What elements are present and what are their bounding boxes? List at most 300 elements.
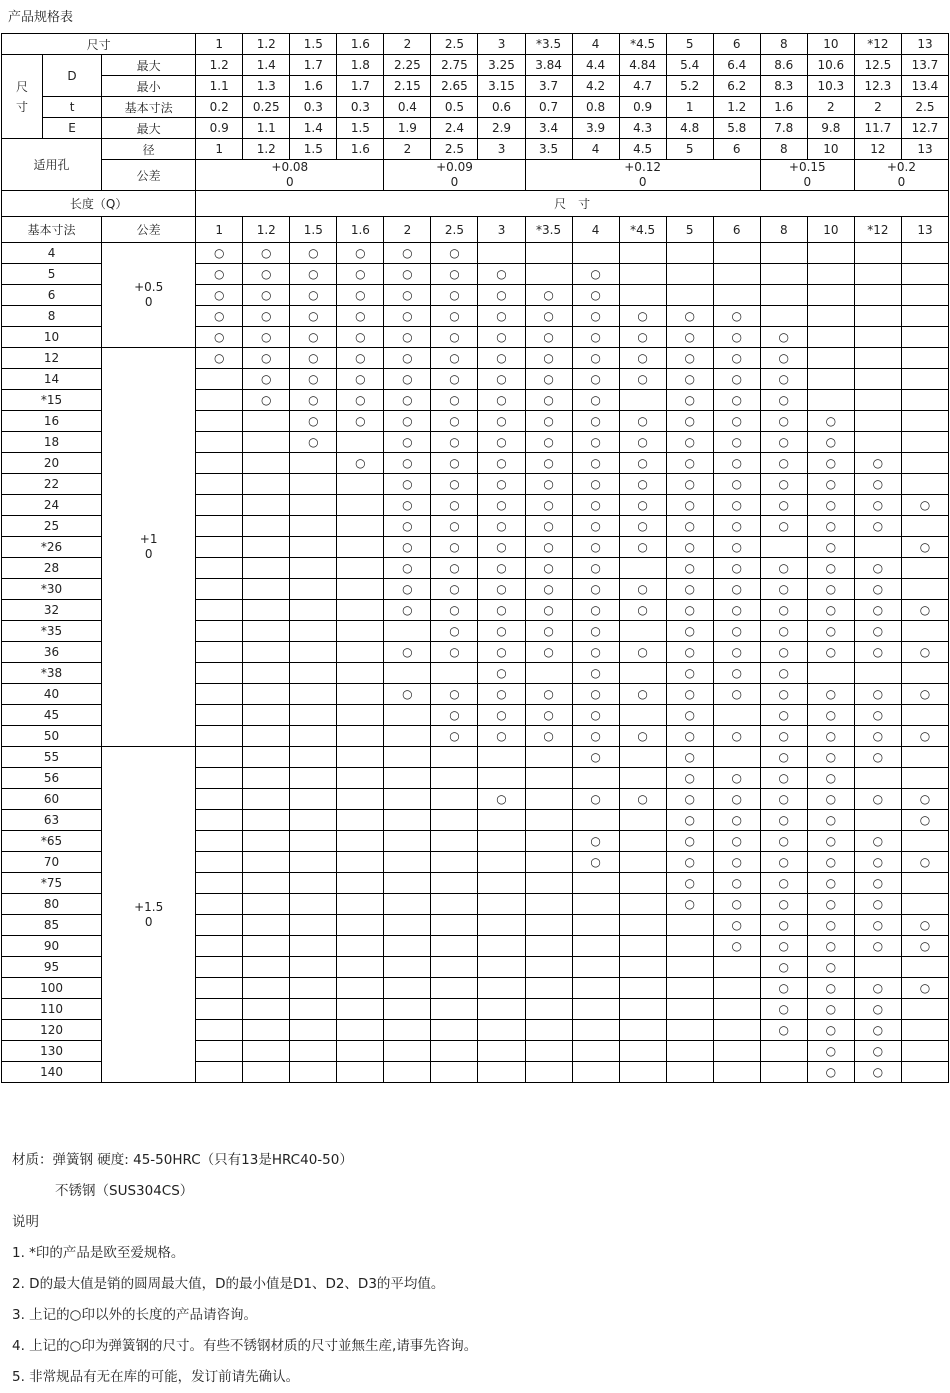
availability-mark: ○ xyxy=(854,453,901,474)
empty-cell xyxy=(901,768,948,789)
empty-cell xyxy=(337,705,384,726)
availability-mark: ○ xyxy=(572,600,619,621)
empty-cell xyxy=(760,306,807,327)
availability-mark: ○ xyxy=(572,495,619,516)
availability-mark: ○ xyxy=(243,285,290,306)
empty-cell xyxy=(290,537,337,558)
base-size-label: 基本寸法 xyxy=(2,217,102,243)
availability-mark: ○ xyxy=(666,642,713,663)
empty-cell xyxy=(619,768,666,789)
empty-cell xyxy=(619,705,666,726)
empty-cell xyxy=(290,852,337,873)
empty-cell xyxy=(243,999,290,1020)
availability-mark: ○ xyxy=(572,663,619,684)
availability-mark: ○ xyxy=(572,432,619,453)
length-value: 80 xyxy=(2,894,102,915)
empty-cell xyxy=(901,1062,948,1083)
availability-mark: ○ xyxy=(290,327,337,348)
availability-mark: ○ xyxy=(666,516,713,537)
hole-diam-cell: 4 xyxy=(572,139,619,160)
availability-mark: ○ xyxy=(290,390,337,411)
empty-cell xyxy=(619,1041,666,1062)
size-header-cell: 1.5 xyxy=(290,217,337,243)
length-value: 55 xyxy=(2,747,102,768)
empty-cell xyxy=(525,894,572,915)
length-value: 140 xyxy=(2,1062,102,1083)
size-header-cell: 1.2 xyxy=(243,34,290,55)
availability-mark: ○ xyxy=(713,726,760,747)
empty-cell xyxy=(760,1062,807,1083)
availability-mark: ○ xyxy=(525,432,572,453)
empty-cell xyxy=(290,747,337,768)
availability-mark: ○ xyxy=(572,411,619,432)
empty-cell xyxy=(243,663,290,684)
availability-mark: ○ xyxy=(713,432,760,453)
availability-mark: ○ xyxy=(807,936,854,957)
empty-cell xyxy=(243,915,290,936)
availability-mark: ○ xyxy=(713,810,760,831)
empty-cell xyxy=(807,390,854,411)
availability-mark: ○ xyxy=(525,390,572,411)
empty-cell xyxy=(431,789,478,810)
availability-mark: ○ xyxy=(431,684,478,705)
availability-mark: ○ xyxy=(478,558,525,579)
availability-mark: ○ xyxy=(525,348,572,369)
availability-mark: ○ xyxy=(619,579,666,600)
empty-cell xyxy=(384,978,431,999)
note-item: 4. 上记的○印为弹簧钢的尺寸。有些不锈钢材质的尺寸並無生産,请事先咨询。 xyxy=(12,1338,478,1354)
availability-mark: ○ xyxy=(854,474,901,495)
empty-cell xyxy=(243,957,290,978)
empty-cell xyxy=(619,873,666,894)
availability-mark: ○ xyxy=(572,747,619,768)
empty-cell xyxy=(713,243,760,264)
e-cell: 4.8 xyxy=(666,118,713,139)
empty-cell xyxy=(619,894,666,915)
empty-cell xyxy=(619,390,666,411)
availability-mark: ○ xyxy=(713,936,760,957)
availability-mark: ○ xyxy=(384,495,431,516)
e-cell: 9.8 xyxy=(807,118,854,139)
availability-mark: ○ xyxy=(431,348,478,369)
length-value: *35 xyxy=(2,621,102,642)
e-cell: 0.9 xyxy=(196,118,243,139)
d-min-cell: 4.7 xyxy=(619,76,666,97)
availability-mark: ○ xyxy=(525,621,572,642)
availability-mark: ○ xyxy=(666,327,713,348)
availability-mark: ○ xyxy=(807,411,854,432)
empty-cell xyxy=(196,915,243,936)
size-header-cell: 13 xyxy=(901,217,948,243)
empty-cell xyxy=(337,768,384,789)
d-max-cell: 1.2 xyxy=(196,55,243,76)
empty-cell xyxy=(243,432,290,453)
max-label: 最大 xyxy=(102,118,196,139)
availability-mark: ○ xyxy=(807,474,854,495)
availability-mark: ○ xyxy=(713,348,760,369)
size-header-cell: *12 xyxy=(854,34,901,55)
empty-cell xyxy=(854,537,901,558)
size-header-cell: *4.5 xyxy=(619,34,666,55)
t-cell: 0.3 xyxy=(337,97,384,118)
empty-cell xyxy=(196,1062,243,1083)
empty-cell xyxy=(854,810,901,831)
availability-mark: ○ xyxy=(760,726,807,747)
availability-mark: ○ xyxy=(760,957,807,978)
availability-mark: ○ xyxy=(384,579,431,600)
length-value: 60 xyxy=(2,789,102,810)
availability-mark: ○ xyxy=(431,453,478,474)
empty-cell xyxy=(431,810,478,831)
d-min-cell: 13.4 xyxy=(901,76,948,97)
length-table-body xyxy=(2,243,949,1083)
empty-cell xyxy=(196,642,243,663)
length-value: 95 xyxy=(2,957,102,978)
empty-cell xyxy=(196,726,243,747)
availability-mark: ○ xyxy=(854,495,901,516)
length-tolerance-cell: +1 0 xyxy=(102,348,196,747)
length-value: 18 xyxy=(2,432,102,453)
empty-cell xyxy=(337,1062,384,1083)
availability-mark: ○ xyxy=(807,642,854,663)
d-min-cell: 10.3 xyxy=(807,76,854,97)
empty-cell xyxy=(337,537,384,558)
empty-cell xyxy=(243,600,290,621)
length-value: 45 xyxy=(2,705,102,726)
empty-cell xyxy=(760,537,807,558)
length-value: *38 xyxy=(2,663,102,684)
empty-cell xyxy=(854,369,901,390)
availability-mark: ○ xyxy=(572,789,619,810)
empty-cell xyxy=(666,1062,713,1083)
availability-mark: ○ xyxy=(760,390,807,411)
length-tolerance-cell: +0.5 0 xyxy=(102,243,196,348)
availability-mark: ○ xyxy=(431,369,478,390)
empty-cell xyxy=(431,936,478,957)
availability-mark: ○ xyxy=(572,369,619,390)
empty-cell xyxy=(525,1020,572,1041)
availability-mark: ○ xyxy=(901,936,948,957)
empty-cell xyxy=(901,894,948,915)
availability-mark: ○ xyxy=(760,768,807,789)
empty-cell xyxy=(337,831,384,852)
empty-cell xyxy=(572,978,619,999)
availability-mark: ○ xyxy=(666,789,713,810)
empty-cell xyxy=(243,831,290,852)
empty-cell xyxy=(337,873,384,894)
length-value: 16 xyxy=(2,411,102,432)
availability-mark: ○ xyxy=(337,390,384,411)
availability-mark: ○ xyxy=(807,978,854,999)
empty-cell xyxy=(196,432,243,453)
size-header-cell: 2.5 xyxy=(431,34,478,55)
size-header-cell: 1.6 xyxy=(337,34,384,55)
empty-cell xyxy=(290,936,337,957)
empty-cell xyxy=(384,915,431,936)
empty-cell xyxy=(243,978,290,999)
availability-mark: ○ xyxy=(525,537,572,558)
empty-cell xyxy=(619,663,666,684)
length-value: 70 xyxy=(2,852,102,873)
hole-diam-cell: 13 xyxy=(901,139,948,160)
availability-mark: ○ xyxy=(525,642,572,663)
availability-mark: ○ xyxy=(807,999,854,1020)
t-cell: 1 xyxy=(666,97,713,118)
empty-cell xyxy=(243,810,290,831)
availability-mark: ○ xyxy=(196,243,243,264)
empty-cell xyxy=(572,999,619,1020)
availability-mark: ○ xyxy=(525,306,572,327)
availability-mark: ○ xyxy=(760,747,807,768)
size-header-cell: *4.5 xyxy=(619,217,666,243)
empty-cell xyxy=(713,978,760,999)
size-header-label: 尺寸 xyxy=(2,34,196,55)
d-max-cell: 13.7 xyxy=(901,55,948,76)
empty-cell xyxy=(431,831,478,852)
empty-cell xyxy=(478,999,525,1020)
availability-mark: ○ xyxy=(760,873,807,894)
availability-mark: ○ xyxy=(854,705,901,726)
availability-mark: ○ xyxy=(666,411,713,432)
empty-cell xyxy=(243,516,290,537)
empty-cell xyxy=(431,1041,478,1062)
empty-cell xyxy=(525,852,572,873)
empty-cell xyxy=(619,747,666,768)
availability-mark: ○ xyxy=(243,306,290,327)
empty-cell xyxy=(760,1041,807,1062)
availability-mark: ○ xyxy=(196,306,243,327)
empty-cell xyxy=(713,747,760,768)
empty-cell xyxy=(243,642,290,663)
availability-mark: ○ xyxy=(807,1041,854,1062)
availability-mark: ○ xyxy=(337,348,384,369)
availability-mark: ○ xyxy=(666,474,713,495)
availability-mark: ○ xyxy=(525,705,572,726)
empty-cell xyxy=(384,1020,431,1041)
length-value: *15 xyxy=(2,390,102,411)
e-cell: 2.9 xyxy=(478,118,525,139)
empty-cell xyxy=(337,600,384,621)
availability-mark: ○ xyxy=(525,453,572,474)
empty-cell xyxy=(290,453,337,474)
availability-mark: ○ xyxy=(713,495,760,516)
availability-mark: ○ xyxy=(666,600,713,621)
d-min-row xyxy=(2,76,949,97)
availability-mark: ○ xyxy=(713,642,760,663)
d-min-cell: 5.2 xyxy=(666,76,713,97)
availability-mark: ○ xyxy=(807,705,854,726)
availability-mark: ○ xyxy=(384,537,431,558)
d-max-cell: 12.5 xyxy=(854,55,901,76)
empty-cell xyxy=(384,852,431,873)
empty-cell xyxy=(243,537,290,558)
availability-mark: ○ xyxy=(384,390,431,411)
availability-mark: ○ xyxy=(196,285,243,306)
availability-mark: ○ xyxy=(384,453,431,474)
availability-mark: ○ xyxy=(337,327,384,348)
e-cell: 1.9 xyxy=(384,118,431,139)
empty-cell xyxy=(901,999,948,1020)
length-value: 32 xyxy=(2,600,102,621)
empty-cell xyxy=(290,684,337,705)
empty-cell xyxy=(431,663,478,684)
availability-mark: ○ xyxy=(619,453,666,474)
availability-mark: ○ xyxy=(478,684,525,705)
empty-cell xyxy=(196,453,243,474)
availability-mark: ○ xyxy=(619,432,666,453)
empty-cell xyxy=(478,1041,525,1062)
availability-mark: ○ xyxy=(854,1041,901,1062)
empty-cell xyxy=(384,768,431,789)
empty-cell xyxy=(478,810,525,831)
availability-mark: ○ xyxy=(666,432,713,453)
empty-cell xyxy=(713,999,760,1020)
availability-mark: ○ xyxy=(854,936,901,957)
availability-mark: ○ xyxy=(666,306,713,327)
availability-mark: ○ xyxy=(478,474,525,495)
availability-mark: ○ xyxy=(384,369,431,390)
availability-mark: ○ xyxy=(760,621,807,642)
d-max-cell: 3.84 xyxy=(525,55,572,76)
t-cell: 0.2 xyxy=(196,97,243,118)
availability-mark: ○ xyxy=(901,642,948,663)
availability-mark: ○ xyxy=(807,537,854,558)
hole-tol-row xyxy=(2,160,949,191)
size-header-cell: 5 xyxy=(666,34,713,55)
availability-mark: ○ xyxy=(901,600,948,621)
dimension-label: 尺 寸 xyxy=(2,55,43,139)
empty-cell xyxy=(337,558,384,579)
availability-mark: ○ xyxy=(666,852,713,873)
empty-cell xyxy=(478,978,525,999)
length-value: 36 xyxy=(2,642,102,663)
empty-cell xyxy=(337,936,384,957)
length-value: *75 xyxy=(2,873,102,894)
availability-mark: ○ xyxy=(713,894,760,915)
availability-mark: ○ xyxy=(807,558,854,579)
availability-mark: ○ xyxy=(713,831,760,852)
empty-cell xyxy=(337,1041,384,1062)
availability-mark: ○ xyxy=(854,621,901,642)
availability-mark: ○ xyxy=(337,264,384,285)
availability-mark: ○ xyxy=(807,915,854,936)
availability-mark: ○ xyxy=(572,558,619,579)
empty-cell xyxy=(196,411,243,432)
empty-cell xyxy=(619,831,666,852)
availability-mark: ○ xyxy=(854,1020,901,1041)
length-value: 24 xyxy=(2,495,102,516)
availability-mark: ○ xyxy=(337,285,384,306)
availability-mark: ○ xyxy=(572,327,619,348)
t-cell: 2 xyxy=(854,97,901,118)
spec-table xyxy=(1,33,949,1083)
empty-cell xyxy=(290,558,337,579)
availability-mark: ○ xyxy=(525,516,572,537)
availability-mark: ○ xyxy=(572,852,619,873)
length-value: 90 xyxy=(2,936,102,957)
size-header-cell: *12 xyxy=(854,217,901,243)
availability-mark: ○ xyxy=(760,558,807,579)
empty-cell xyxy=(243,852,290,873)
availability-mark: ○ xyxy=(431,285,478,306)
empty-cell xyxy=(337,747,384,768)
empty-cell xyxy=(901,306,948,327)
d-min-cell: 3.15 xyxy=(478,76,525,97)
empty-cell xyxy=(525,936,572,957)
availability-mark: ○ xyxy=(760,810,807,831)
notes-section xyxy=(12,1145,477,1393)
empty-cell xyxy=(572,810,619,831)
availability-mark: ○ xyxy=(666,810,713,831)
availability-mark: ○ xyxy=(337,453,384,474)
availability-mark: ○ xyxy=(572,684,619,705)
availability-mark: ○ xyxy=(807,1062,854,1083)
empty-cell xyxy=(760,264,807,285)
empty-cell xyxy=(666,1020,713,1041)
empty-cell xyxy=(290,474,337,495)
d-min-cell: 12.3 xyxy=(854,76,901,97)
empty-cell xyxy=(807,243,854,264)
empty-cell xyxy=(337,1020,384,1041)
availability-mark: ○ xyxy=(760,642,807,663)
availability-mark: ○ xyxy=(807,684,854,705)
d-label: D xyxy=(43,55,102,97)
empty-cell xyxy=(290,579,337,600)
empty-cell xyxy=(525,999,572,1020)
empty-cell xyxy=(384,873,431,894)
availability-mark: ○ xyxy=(384,285,431,306)
availability-mark: ○ xyxy=(666,621,713,642)
availability-mark: ○ xyxy=(572,453,619,474)
empty-cell xyxy=(431,1062,478,1083)
empty-cell xyxy=(290,873,337,894)
availability-mark: ○ xyxy=(196,348,243,369)
availability-mark: ○ xyxy=(431,264,478,285)
empty-cell xyxy=(854,264,901,285)
length-value: 120 xyxy=(2,1020,102,1041)
availability-mark: ○ xyxy=(713,579,760,600)
empty-cell xyxy=(901,327,948,348)
empty-cell xyxy=(713,1041,760,1062)
availability-mark: ○ xyxy=(666,873,713,894)
availability-mark: ○ xyxy=(431,306,478,327)
availability-mark: ○ xyxy=(854,789,901,810)
empty-cell xyxy=(901,369,948,390)
hole-diam-cell: 3.5 xyxy=(525,139,572,160)
empty-cell xyxy=(290,999,337,1020)
availability-mark: ○ xyxy=(478,369,525,390)
note-item: 5. 非常规品有无在库的可能，发订前请先确认。 xyxy=(12,1369,300,1385)
size-header-cell: 3 xyxy=(478,217,525,243)
d-min-cell: 1.3 xyxy=(243,76,290,97)
empty-cell xyxy=(901,705,948,726)
empty-cell xyxy=(337,432,384,453)
size-header-cell: 2 xyxy=(384,217,431,243)
availability-mark: ○ xyxy=(478,663,525,684)
empty-cell xyxy=(713,1020,760,1041)
empty-cell xyxy=(478,957,525,978)
availability-mark: ○ xyxy=(572,537,619,558)
availability-mark: ○ xyxy=(478,537,525,558)
availability-mark: ○ xyxy=(431,474,478,495)
availability-mark: ○ xyxy=(666,747,713,768)
empty-cell xyxy=(760,285,807,306)
empty-cell xyxy=(196,537,243,558)
empty-cell xyxy=(572,243,619,264)
empty-cell xyxy=(901,747,948,768)
empty-cell xyxy=(196,1041,243,1062)
availability-mark: ○ xyxy=(337,306,384,327)
